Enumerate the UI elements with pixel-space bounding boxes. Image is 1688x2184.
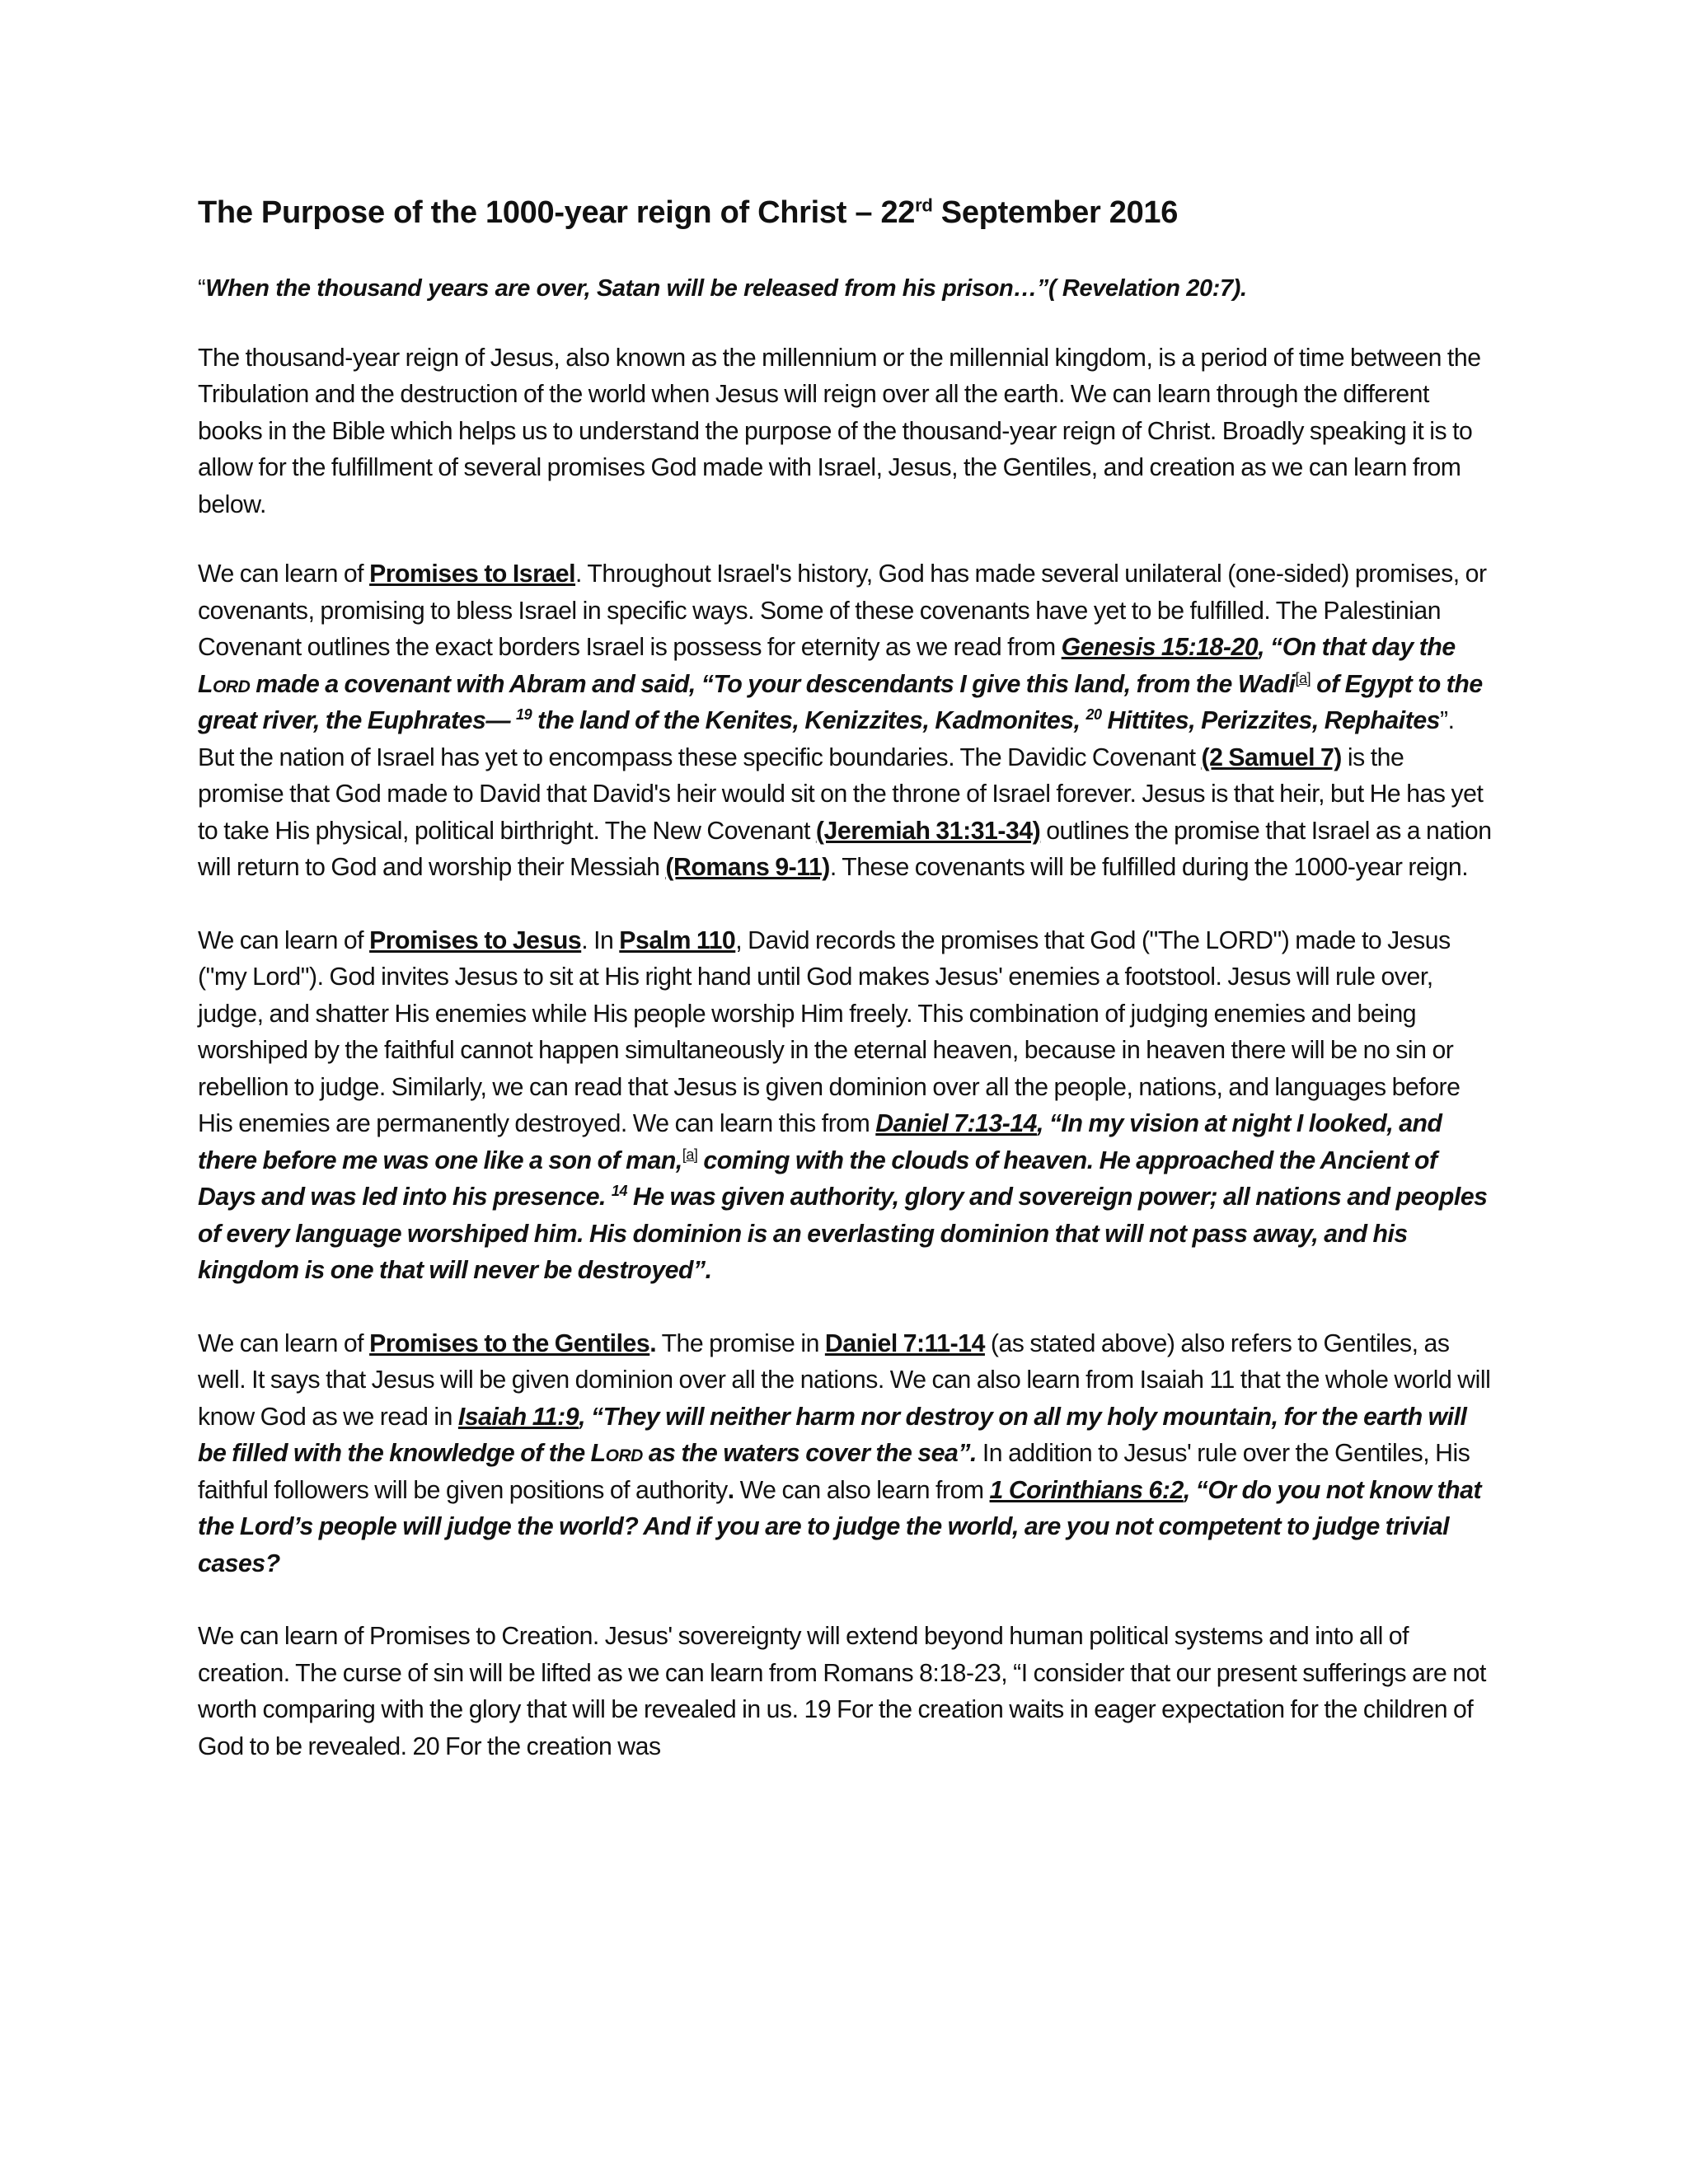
gentiles-paragraph: We can learn of Promises to the Gentiles. The promise in Daniel 7:11-14 (as stated above) also refers to Gentiles, as well. It says that Jesus will be given dominion over all the nations. We can also learn from Isaiah 11 that the whole world will know God as we read in Isaiah 11:9, “They will neither harm nor destroy on all my holy mountain, for the earth will be filled with the knowledge of the Lord as the waters cover the sea”. In addition to Jesus' rule over the Gentiles, His faithful followers will be given positions of authority. We can also learn from 1 Corinthians 6:2, “Or do you not know that the Lord’s people will judge the world? And if you are to judge the world, are you not competent to judge trivial cases? — [198, 1329, 1491, 1577]
ref-jeremiah[interactable]: (Jeremiah 31:31-34) — [815, 817, 1041, 845]
ref-daniel-11[interactable]: Daniel 7:11-14 — [824, 1329, 985, 1357]
ref-romans[interactable]: (Romans 9-11) — [665, 854, 830, 882]
verse-number: 19 — [516, 706, 532, 724]
ref-daniel-13[interactable]: Daniel 7:13-14 — [875, 1110, 1038, 1138]
footnote-a-link[interactable]: [a] — [1295, 669, 1311, 687]
ref-2-samuel[interactable]: (2 Samuel 7) — [1201, 743, 1342, 771]
creation-paragraph: We can learn of Promises to Creation. Jesus' sovereignty will extend beyond human political systems and into all of creation. The curse of sin will be lifted as we can learn from Romans 8:18-23, “I consider that our present sufferings are not worth comparing with the glory that will be revealed in us. 19 For the creation waits in eager expectation for the children of God to be revealed. 20 For the creation was — [198, 1623, 1486, 1760]
opening-quote-text: When the thousand years are over, Satan will be released from his prison…”( Revelation 20:7). — [205, 274, 1247, 302]
ref-psalm[interactable]: Psalm 110 — [619, 926, 736, 954]
jesus-paragraph: We can learn of Promises to Jesus. In Psalm 110, David records the promises that God ("The LORD") made to Jesus ("my Lord"). God invites Jesus to sit at His right hand until God makes Jesus' enemies a footstool. Jesus will rule over, judge, and shatter His enemies while His people worship Him freely. This combination of judging enemies and being worshiped by the faithful cannot happen simultaneously in the eternal heaven, because in heaven there will be no sin or rebellion to judge. Similarly, we can read that Jesus is given dominion over all the people, nations, and languages before His enemies are permanently destroyed. We can learn this from Daniel 7:13-14, “In my vision at night I looked, and there before me was one like a son of man,[a] coming with the clouds of heaven. He approached the Ancient of Days and was led into his presence. $^{14}$ He was given authority, glory and sovereign power; all nations and peoples of every language worshiped him. His dominion is an everlasting dominion that will not pass away, and his kingdom is one that will never be destroyed”. — [198, 926, 1488, 1285]
title-main: The Purpose of the 1000-year reign of Christ – 22 — [198, 195, 916, 230]
intro-paragraph: The thousand-year reign of Jesus, also known as the millennium or the millennial kingdom, is a period of time between the Tribulation and the destruction of the world when Jesus will reign over all the earth. We can learn through the different books in the Bible which helps us to understand the purpose of the thousand-year reign of Christ. Broadly speaking it is to allow for the fulfillment of several promises God made with Israel, Jesus, the Gentiles, and creation as we can learn from below. — [198, 344, 1481, 518]
heading-promises-gentiles: Promises to the Gentiles — [369, 1329, 650, 1357]
footnote-a-link[interactable]: [a] — [682, 1146, 698, 1163]
document-body — [198, 194, 1493, 1765]
ref-genesis[interactable]: Genesis 15:18-20 — [1061, 634, 1259, 662]
document-title — [198, 194, 1493, 232]
israel-paragraph: We can learn of Promises to Israel. Throughout Israel's history, God has made several unilateral (one-sided) promises, or covenants, promising to bless Israel in specific ways. Some of these covenants have yet to be fulfilled. The Palestinian Covenant outlines the exact borders Israel is possess for eternity as we read from Genesis 15:18-20, “On that day the Lord made a covenant with Abram and said, “To your descendants I give this land, from the Wadi[a] of Egypt to the great river, the Euphrates— $^{19}$ the land of the Kenites, Kenizzites, Kadmonites, $^{20}$ Hittites, Perizzites, Rephaites”. But the nation of Israel has yet to encompass these specific boundaries. The Davidic Covenant (2 Samuel 7) is the promise that God made to David that David's heir would sit on the throne of Israel forever. Jesus is that heir, but He has yet to take His physical, political birthright. The New Covenant (Jeremiah 31:31-34) outlines the promise that Israel as a nation will return to God and worship their Messiah (Romans 9-11). These covenants will be fulfilled during the 1000-year reign. — [198, 560, 1492, 882]
title-superscript: rd — [915, 194, 933, 216]
opening-quote: “When the thousand years are over, Satan will be released from his prison…”( Revelation 20:7). — [198, 274, 1247, 302]
ref-corinthians[interactable]: 1 Corinthians 6:2 — [989, 1476, 1184, 1504]
title-tail: September 2016 — [932, 195, 1179, 230]
heading-promises-jesus: Promises to Jesus — [369, 926, 582, 954]
verse-number: 20 — [1085, 706, 1102, 724]
verse-number: 14 — [611, 1183, 628, 1200]
ref-isaiah[interactable]: Isaiah 11:9 — [457, 1403, 579, 1431]
heading-promises-israel: Promises to Israel — [369, 560, 576, 588]
